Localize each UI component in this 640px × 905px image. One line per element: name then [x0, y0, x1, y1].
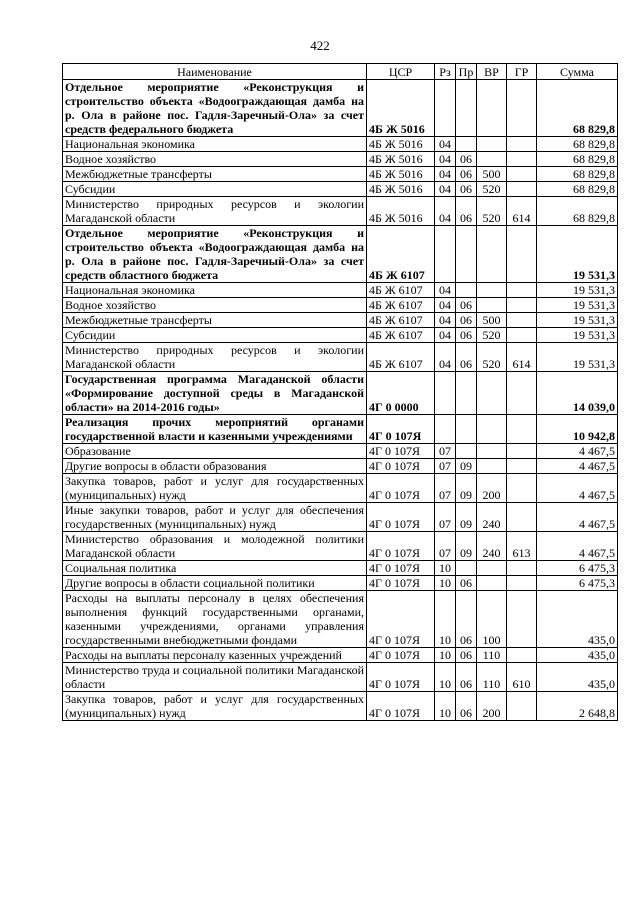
row-vr: 520	[477, 182, 507, 197]
row-rz: 10	[435, 576, 456, 591]
row-pr: 06	[456, 576, 477, 591]
row-pr: 06	[456, 313, 477, 328]
row-pr	[456, 444, 477, 459]
table-row	[63, 182, 618, 197]
row-rz: 07	[435, 474, 456, 503]
row-name: Другие вопросы в области образования	[63, 459, 367, 474]
row-name: Отдельное мероприятие «Реконструкция и строительство объекта «Водоограждающая дамба на р. Ола в районе пос. Гадля-Заречный-Ола» за счет средств федерального бюджета	[63, 80, 367, 137]
row-pr: 06	[456, 648, 477, 663]
row-sum: 6 475,3	[537, 576, 618, 591]
row-csr: 4Г 0 107Я	[367, 503, 435, 532]
row-gr	[507, 182, 537, 197]
row-vr	[477, 152, 507, 167]
row-csr: 4Б Ж 5016	[367, 197, 435, 226]
row-vr: 520	[477, 343, 507, 372]
table-row	[63, 415, 618, 444]
row-sum: 435,0	[537, 591, 618, 648]
row-rz: 04	[435, 167, 456, 182]
row-csr: 4Г 0 107Я	[367, 591, 435, 648]
row-pr: 06	[456, 182, 477, 197]
table-row	[63, 372, 618, 415]
table-row	[63, 648, 618, 663]
row-gr: 614	[507, 343, 537, 372]
table-body	[63, 80, 618, 721]
row-rz: 10	[435, 692, 456, 721]
row-sum: 68 829,8	[537, 167, 618, 182]
row-vr	[477, 226, 507, 283]
row-gr	[507, 561, 537, 576]
row-csr: 4Г 0 107Я	[367, 532, 435, 561]
row-rz: 04	[435, 137, 456, 152]
row-gr	[507, 372, 537, 415]
row-sum: 19 531,3	[537, 328, 618, 343]
row-csr: 4Б Ж 5016	[367, 137, 435, 152]
row-sum: 68 829,8	[537, 197, 618, 226]
row-name: Министерство труда и социальной политики Магаданской области	[63, 663, 367, 692]
row-name: Межбюджетные трансферты	[63, 313, 367, 328]
row-csr: 4Г 0 107Я	[367, 648, 435, 663]
row-name: Национальная экономика	[63, 137, 367, 152]
row-sum: 68 829,8	[537, 137, 618, 152]
row-rz: 04	[435, 283, 456, 298]
budget-table	[62, 63, 618, 721]
row-sum: 2 648,8	[537, 692, 618, 721]
row-pr	[456, 561, 477, 576]
table-row	[63, 298, 618, 313]
table-header-row	[63, 64, 618, 80]
table-row	[63, 474, 618, 503]
row-pr	[456, 372, 477, 415]
row-pr	[456, 415, 477, 444]
row-rz: 04	[435, 328, 456, 343]
row-gr	[507, 474, 537, 503]
header-pr: Пр	[456, 64, 477, 80]
page-number: 422	[310, 38, 330, 53]
table-row	[63, 503, 618, 532]
row-csr: 4Г 0 107Я	[367, 576, 435, 591]
row-csr: 4Б Ж 6107	[367, 343, 435, 372]
table-row	[63, 328, 618, 343]
row-vr	[477, 444, 507, 459]
row-name: Межбюджетные трансферты	[63, 167, 367, 182]
row-gr	[507, 167, 537, 182]
row-sum: 68 829,8	[537, 80, 618, 137]
row-vr: 110	[477, 648, 507, 663]
row-sum: 4 467,5	[537, 503, 618, 532]
row-sum: 435,0	[537, 663, 618, 692]
row-sum: 19 531,3	[537, 343, 618, 372]
header-vr: ВР	[477, 64, 507, 80]
row-rz	[435, 372, 456, 415]
row-rz: 10	[435, 591, 456, 648]
row-gr	[507, 152, 537, 167]
row-csr: 4Б Ж 5016	[367, 152, 435, 167]
row-vr	[477, 576, 507, 591]
row-pr: 09	[456, 459, 477, 474]
table-row	[63, 576, 618, 591]
row-name: Водное хозяйство	[63, 298, 367, 313]
row-vr: 500	[477, 167, 507, 182]
row-gr	[507, 648, 537, 663]
table-row	[63, 591, 618, 648]
row-name: Образование	[63, 444, 367, 459]
row-rz: 04	[435, 313, 456, 328]
row-rz: 07	[435, 503, 456, 532]
row-vr: 100	[477, 591, 507, 648]
row-gr	[507, 298, 537, 313]
row-rz: 10	[435, 561, 456, 576]
row-sum: 19 531,3	[537, 313, 618, 328]
row-pr: 06	[456, 343, 477, 372]
row-name: Национальная экономика	[63, 283, 367, 298]
row-sum: 435,0	[537, 648, 618, 663]
row-vr: 520	[477, 197, 507, 226]
row-csr: 4Г 0 107Я	[367, 459, 435, 474]
row-csr: 4Г 0 0000	[367, 372, 435, 415]
row-pr: 09	[456, 474, 477, 503]
row-name: Министерство образования и молодежной политики Магаданской области	[63, 532, 367, 561]
row-csr: 4Б Ж 5016	[367, 167, 435, 182]
row-pr: 06	[456, 692, 477, 721]
header-sum: Сумма	[537, 64, 618, 80]
row-rz: 04	[435, 197, 456, 226]
row-gr	[507, 226, 537, 283]
row-pr: 06	[456, 167, 477, 182]
row-rz: 04	[435, 343, 456, 372]
row-name: Закупка товаров, работ и услуг для государственных (муниципальных) нужд	[63, 692, 367, 721]
table-row	[63, 313, 618, 328]
row-pr	[456, 80, 477, 137]
row-sum: 14 039,0	[537, 372, 618, 415]
row-gr	[507, 444, 537, 459]
row-vr	[477, 415, 507, 444]
row-pr: 06	[456, 152, 477, 167]
row-pr: 06	[456, 298, 477, 313]
row-rz: 07	[435, 459, 456, 474]
header-gr: ГР	[507, 64, 537, 80]
table-row	[63, 444, 618, 459]
row-pr: 09	[456, 532, 477, 561]
row-name: Водное хозяйство	[63, 152, 367, 167]
row-name: Иные закупки товаров, работ и услуг для обеспечения государственных (муниципальных) нужд	[63, 503, 367, 532]
row-gr	[507, 503, 537, 532]
row-gr: 610	[507, 663, 537, 692]
row-csr: 4Б Ж 6107	[367, 328, 435, 343]
table-row	[63, 343, 618, 372]
row-vr: 500	[477, 313, 507, 328]
row-vr	[477, 459, 507, 474]
row-vr: 520	[477, 328, 507, 343]
row-name: Государственная программа Магаданской области «Формирование доступной среды в Магаданской области» на 2014-2016 годы»	[63, 372, 367, 415]
row-name: Министерство природных ресурсов и экологии Магаданской области	[63, 343, 367, 372]
row-rz	[435, 80, 456, 137]
row-rz: 04	[435, 298, 456, 313]
row-pr	[456, 283, 477, 298]
row-gr: 613	[507, 532, 537, 561]
row-sum: 68 829,8	[537, 152, 618, 167]
table-row	[63, 459, 618, 474]
row-sum: 19 531,3	[537, 283, 618, 298]
row-pr: 06	[456, 197, 477, 226]
row-rz: 04	[435, 152, 456, 167]
row-vr: 240	[477, 503, 507, 532]
table-row	[63, 197, 618, 226]
row-rz: 10	[435, 648, 456, 663]
row-csr: 4Г 0 107Я	[367, 561, 435, 576]
table-row	[63, 283, 618, 298]
row-pr	[456, 137, 477, 152]
row-sum: 4 467,5	[537, 532, 618, 561]
header-rz: Рз	[435, 64, 456, 80]
row-gr	[507, 313, 537, 328]
row-gr	[507, 692, 537, 721]
row-rz: 07	[435, 532, 456, 561]
row-vr: 110	[477, 663, 507, 692]
table-row	[63, 692, 618, 721]
row-pr: 06	[456, 591, 477, 648]
row-csr: 4Б Ж 5016	[367, 80, 435, 137]
row-vr	[477, 137, 507, 152]
row-csr: 4Г 0 107Я	[367, 415, 435, 444]
row-gr	[507, 328, 537, 343]
row-name: Другие вопросы в области социальной политики	[63, 576, 367, 591]
table-row	[63, 532, 618, 561]
row-name: Министерство природных ресурсов и экологии Магаданской области	[63, 197, 367, 226]
row-csr: 4Б Ж 5016	[367, 182, 435, 197]
row-sum: 6 475,3	[537, 561, 618, 576]
row-name: Расходы на выплаты персоналу в целях обеспечения выполнения функций государственными органами, казенными учреждениями, органами управления государственными внебюджетными фондами	[63, 591, 367, 648]
row-csr: 4Г 0 107Я	[367, 474, 435, 503]
row-csr: 4Б Ж 6107	[367, 313, 435, 328]
header-csr: ЦСР	[367, 64, 435, 80]
row-name: Расходы на выплаты персоналу казенных учреждений	[63, 648, 367, 663]
row-vr	[477, 372, 507, 415]
table-row	[63, 152, 618, 167]
row-pr	[456, 226, 477, 283]
row-pr: 06	[456, 663, 477, 692]
row-name: Закупка товаров, работ и услуг для государственных (муниципальных) нужд	[63, 474, 367, 503]
header-name: Наименование	[63, 64, 367, 80]
row-csr: 4Б Ж 6107	[367, 226, 435, 283]
row-rz: 04	[435, 182, 456, 197]
table-row	[63, 226, 618, 283]
row-vr	[477, 283, 507, 298]
row-vr: 240	[477, 532, 507, 561]
row-vr	[477, 298, 507, 313]
row-name: Отдельное мероприятие «Реконструкция и строительство объекта «Водоограждающая дамба на р. Ола в районе пос. Гадля-Заречный-Ола» за счет средств областного бюджета	[63, 226, 367, 283]
row-csr: 4Б Ж 6107	[367, 298, 435, 313]
row-sum: 4 467,5	[537, 474, 618, 503]
row-sum: 4 467,5	[537, 459, 618, 474]
row-sum: 19 531,3	[537, 298, 618, 313]
row-gr	[507, 459, 537, 474]
row-csr: 4Г 0 107Я	[367, 663, 435, 692]
row-rz: 10	[435, 663, 456, 692]
row-sum: 10 942,8	[537, 415, 618, 444]
row-gr: 614	[507, 197, 537, 226]
row-vr: 200	[477, 692, 507, 721]
row-sum: 19 531,3	[537, 226, 618, 283]
table-row	[63, 663, 618, 692]
row-gr	[507, 137, 537, 152]
row-rz	[435, 226, 456, 283]
row-rz: 07	[435, 444, 456, 459]
row-rz	[435, 415, 456, 444]
row-name: Субсидии	[63, 182, 367, 197]
row-name: Реализация прочих мероприятий органами государственной власти и казенными учреждениями	[63, 415, 367, 444]
row-gr	[507, 591, 537, 648]
table-row	[63, 561, 618, 576]
row-sum: 4 467,5	[537, 444, 618, 459]
table-row	[63, 80, 618, 137]
row-gr	[507, 576, 537, 591]
row-csr: 4Б Ж 6107	[367, 283, 435, 298]
row-sum: 68 829,8	[537, 182, 618, 197]
table-row	[63, 167, 618, 182]
row-name: Социальная политика	[63, 561, 367, 576]
row-gr	[507, 283, 537, 298]
row-csr: 4Г 0 107Я	[367, 444, 435, 459]
row-gr	[507, 80, 537, 137]
row-vr	[477, 561, 507, 576]
row-csr: 4Г 0 107Я	[367, 692, 435, 721]
row-pr: 09	[456, 503, 477, 532]
row-vr	[477, 80, 507, 137]
row-name: Субсидии	[63, 328, 367, 343]
row-pr: 06	[456, 328, 477, 343]
row-vr: 200	[477, 474, 507, 503]
row-gr	[507, 415, 537, 444]
table-row	[63, 137, 618, 152]
